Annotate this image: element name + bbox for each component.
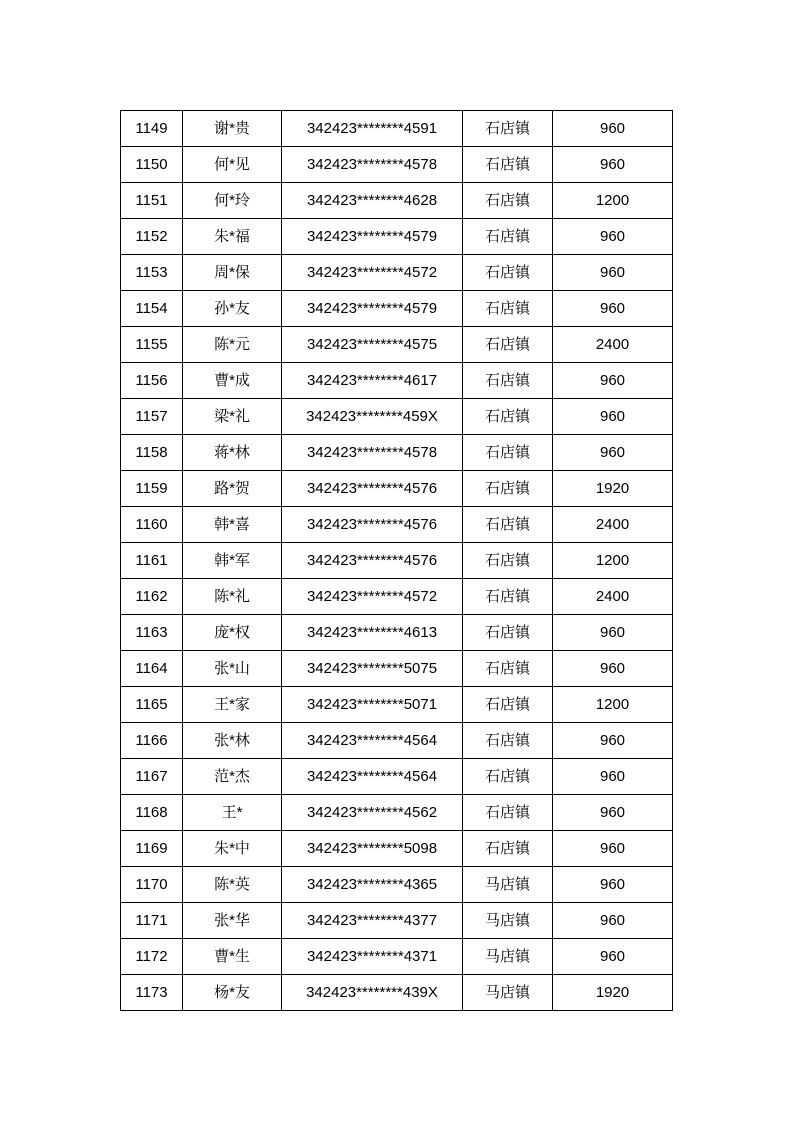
cell-town: 马店镇 — [463, 975, 553, 1011]
cell-id_number: 342423********4617 — [282, 363, 463, 399]
cell-index: 1159 — [121, 471, 183, 507]
cell-name: 路*贺 — [183, 471, 282, 507]
cell-name: 曹*成 — [183, 363, 282, 399]
table-row — [121, 723, 673, 759]
cell-name: 杨*友 — [183, 975, 282, 1011]
cell-town: 石店镇 — [463, 291, 553, 327]
cell-index: 1157 — [121, 399, 183, 435]
cell-index: 1161 — [121, 543, 183, 579]
cell-id_number: 342423********4564 — [282, 759, 463, 795]
cell-index: 1149 — [121, 111, 183, 147]
cell-index: 1171 — [121, 903, 183, 939]
cell-id_number: 342423********459X — [282, 399, 463, 435]
cell-name: 陈*元 — [183, 327, 282, 363]
cell-amount: 960 — [553, 831, 673, 867]
cell-name: 王*家 — [183, 687, 282, 723]
cell-index: 1158 — [121, 435, 183, 471]
cell-amount: 960 — [553, 363, 673, 399]
cell-town: 石店镇 — [463, 795, 553, 831]
table-row — [121, 435, 673, 471]
cell-id_number: 342423********5071 — [282, 687, 463, 723]
table-row — [121, 363, 673, 399]
cell-amount: 960 — [553, 939, 673, 975]
cell-amount: 2400 — [553, 327, 673, 363]
cell-town: 石店镇 — [463, 759, 553, 795]
table-row — [121, 651, 673, 687]
table-row — [121, 795, 673, 831]
table-row — [121, 903, 673, 939]
cell-amount: 960 — [553, 111, 673, 147]
cell-index: 1160 — [121, 507, 183, 543]
cell-name: 庞*权 — [183, 615, 282, 651]
table-row — [121, 291, 673, 327]
table-row — [121, 615, 673, 651]
cell-name: 孙*友 — [183, 291, 282, 327]
table-row — [121, 867, 673, 903]
cell-id_number: 342423********4572 — [282, 255, 463, 291]
cell-id_number: 342423********4365 — [282, 867, 463, 903]
cell-amount: 960 — [553, 147, 673, 183]
cell-amount: 960 — [553, 759, 673, 795]
cell-town: 石店镇 — [463, 219, 553, 255]
cell-name: 朱*福 — [183, 219, 282, 255]
cell-town: 石店镇 — [463, 687, 553, 723]
cell-id_number: 342423********4576 — [282, 471, 463, 507]
cell-town: 石店镇 — [463, 579, 553, 615]
table-row — [121, 507, 673, 543]
cell-index: 1154 — [121, 291, 183, 327]
cell-amount: 960 — [553, 795, 673, 831]
cell-amount: 960 — [553, 723, 673, 759]
cell-name: 蒋*林 — [183, 435, 282, 471]
cell-id_number: 342423********4578 — [282, 147, 463, 183]
cell-index: 1169 — [121, 831, 183, 867]
cell-amount: 1200 — [553, 543, 673, 579]
cell-name: 曹*生 — [183, 939, 282, 975]
cell-town: 马店镇 — [463, 903, 553, 939]
table-row — [121, 831, 673, 867]
cell-name: 范*杰 — [183, 759, 282, 795]
cell-name: 陈*英 — [183, 867, 282, 903]
cell-id_number: 342423********4572 — [282, 579, 463, 615]
cell-id_number: 342423********4578 — [282, 435, 463, 471]
cell-town: 石店镇 — [463, 615, 553, 651]
table-row — [121, 219, 673, 255]
cell-name: 朱*中 — [183, 831, 282, 867]
cell-id_number: 342423********4628 — [282, 183, 463, 219]
cell-name: 韩*喜 — [183, 507, 282, 543]
table-row — [121, 255, 673, 291]
records-table — [120, 110, 673, 1011]
cell-amount: 1200 — [553, 183, 673, 219]
cell-town: 石店镇 — [463, 543, 553, 579]
cell-amount: 960 — [553, 903, 673, 939]
table-row — [121, 579, 673, 615]
cell-town: 石店镇 — [463, 183, 553, 219]
cell-id_number: 342423********4377 — [282, 903, 463, 939]
table-row — [121, 471, 673, 507]
cell-id_number: 342423********439X — [282, 975, 463, 1011]
cell-index: 1152 — [121, 219, 183, 255]
cell-name: 韩*军 — [183, 543, 282, 579]
table-row — [121, 975, 673, 1011]
cell-index: 1153 — [121, 255, 183, 291]
table-row — [121, 543, 673, 579]
cell-id_number: 342423********4576 — [282, 507, 463, 543]
cell-index: 1172 — [121, 939, 183, 975]
cell-name: 周*保 — [183, 255, 282, 291]
cell-index: 1170 — [121, 867, 183, 903]
cell-amount: 960 — [553, 615, 673, 651]
cell-index: 1155 — [121, 327, 183, 363]
table-row — [121, 399, 673, 435]
table-row — [121, 759, 673, 795]
cell-town: 石店镇 — [463, 111, 553, 147]
cell-index: 1163 — [121, 615, 183, 651]
cell-town: 石店镇 — [463, 831, 553, 867]
table-row — [121, 111, 673, 147]
cell-amount: 1920 — [553, 975, 673, 1011]
cell-amount: 960 — [553, 291, 673, 327]
cell-index: 1162 — [121, 579, 183, 615]
cell-index: 1173 — [121, 975, 183, 1011]
cell-index: 1166 — [121, 723, 183, 759]
cell-town: 石店镇 — [463, 327, 553, 363]
cell-id_number: 342423********4579 — [282, 291, 463, 327]
cell-id_number: 342423********4576 — [282, 543, 463, 579]
cell-name: 张*林 — [183, 723, 282, 759]
cell-amount: 960 — [553, 651, 673, 687]
cell-name: 谢*贵 — [183, 111, 282, 147]
table-row — [121, 183, 673, 219]
cell-index: 1151 — [121, 183, 183, 219]
cell-amount: 960 — [553, 435, 673, 471]
table-row — [121, 687, 673, 723]
cell-town: 石店镇 — [463, 651, 553, 687]
cell-id_number: 342423********5098 — [282, 831, 463, 867]
cell-town: 石店镇 — [463, 255, 553, 291]
cell-id_number: 342423********4579 — [282, 219, 463, 255]
cell-index: 1168 — [121, 795, 183, 831]
cell-town: 马店镇 — [463, 867, 553, 903]
cell-name: 张*山 — [183, 651, 282, 687]
cell-index: 1164 — [121, 651, 183, 687]
cell-id_number: 342423********4562 — [282, 795, 463, 831]
cell-name: 梁*礼 — [183, 399, 282, 435]
cell-name: 何*玲 — [183, 183, 282, 219]
cell-index: 1156 — [121, 363, 183, 399]
cell-name: 王* — [183, 795, 282, 831]
cell-town: 石店镇 — [463, 723, 553, 759]
cell-amount: 1920 — [553, 471, 673, 507]
cell-amount: 960 — [553, 399, 673, 435]
cell-id_number: 342423********4371 — [282, 939, 463, 975]
cell-town: 石店镇 — [463, 507, 553, 543]
cell-town: 石店镇 — [463, 471, 553, 507]
cell-town: 石店镇 — [463, 399, 553, 435]
cell-index: 1150 — [121, 147, 183, 183]
cell-index: 1165 — [121, 687, 183, 723]
cell-name: 张*华 — [183, 903, 282, 939]
table-row — [121, 327, 673, 363]
cell-amount: 960 — [553, 255, 673, 291]
cell-id_number: 342423********4575 — [282, 327, 463, 363]
cell-name: 何*见 — [183, 147, 282, 183]
cell-town: 石店镇 — [463, 435, 553, 471]
cell-amount: 2400 — [553, 579, 673, 615]
cell-town: 马店镇 — [463, 939, 553, 975]
cell-amount: 960 — [553, 219, 673, 255]
cell-town: 石店镇 — [463, 363, 553, 399]
cell-index: 1167 — [121, 759, 183, 795]
cell-town: 石店镇 — [463, 147, 553, 183]
cell-id_number: 342423********4613 — [282, 615, 463, 651]
cell-id_number: 342423********4564 — [282, 723, 463, 759]
cell-name: 陈*礼 — [183, 579, 282, 615]
cell-amount: 1200 — [553, 687, 673, 723]
records-table-body — [121, 111, 673, 1011]
cell-amount: 2400 — [553, 507, 673, 543]
cell-id_number: 342423********5075 — [282, 651, 463, 687]
table-row — [121, 147, 673, 183]
cell-amount: 960 — [553, 867, 673, 903]
table-row — [121, 939, 673, 975]
cell-id_number: 342423********4591 — [282, 111, 463, 147]
